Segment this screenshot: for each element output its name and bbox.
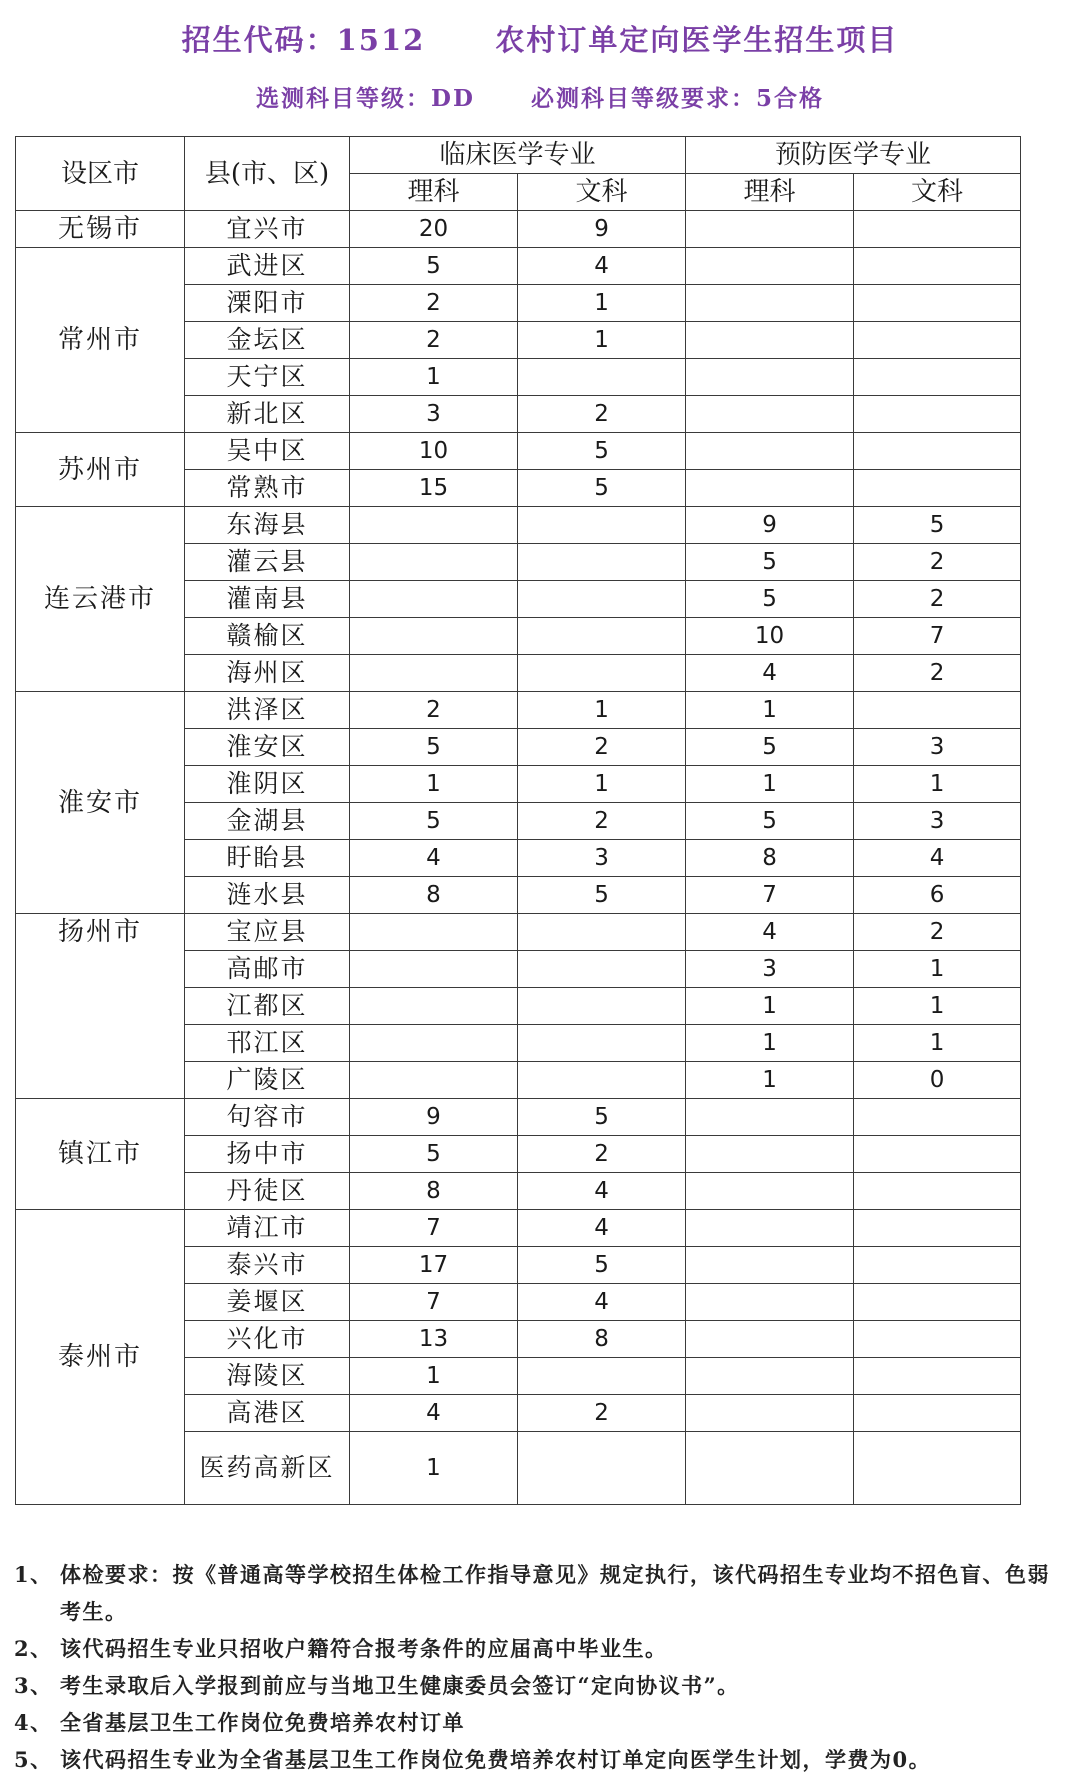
preventive-science-count: [686, 396, 854, 433]
preventive-arts-count: 6: [854, 877, 1021, 914]
preventive-arts-count: [854, 1136, 1021, 1173]
required-grade: 必测科目等级要求：5合格: [530, 85, 824, 112]
preventive-arts-count: 1: [854, 1025, 1021, 1062]
header-clinical-arts: 文科: [518, 174, 686, 211]
preventive-science-count: 7: [686, 877, 854, 914]
clinical-science-count: 2: [350, 322, 518, 359]
clinical-science-count: 1: [350, 1432, 518, 1505]
city-cell: 泰州市: [16, 1210, 185, 1505]
preventive-science-count: [686, 1136, 854, 1173]
preventive-arts-count: [854, 248, 1021, 285]
clinical-arts-count: [518, 988, 686, 1025]
preventive-arts-count: 2: [854, 581, 1021, 618]
clinical-arts-count: 2: [518, 1136, 686, 1173]
preventive-science-count: [686, 322, 854, 359]
clinical-arts-count: [518, 507, 686, 544]
preventive-science-count: 5: [686, 729, 854, 766]
county-cell: 泰兴市: [185, 1247, 350, 1284]
note-text: 该代码招生专业只招收户籍符合报考条件的应届高中毕业生。: [60, 1636, 668, 1661]
note-text: 考生录取后入学报到前应与当地卫生健康委员会签订“定向协议书”。: [60, 1673, 740, 1698]
preventive-arts-count: [854, 1432, 1021, 1505]
clinical-arts-count: [518, 544, 686, 581]
clinical-science-count: [350, 1062, 518, 1099]
preventive-arts-count: [854, 285, 1021, 322]
preventive-arts-count: [854, 1210, 1021, 1247]
preventive-arts-count: [854, 1247, 1021, 1284]
preventive-science-count: [686, 1210, 854, 1247]
enrollment-code: 招生代码：1512: [181, 23, 426, 57]
clinical-science-count: 5: [350, 729, 518, 766]
clinical-arts-count: [518, 618, 686, 655]
clinical-science-count: 10: [350, 433, 518, 470]
table-row: [16, 507, 1021, 544]
table-row: [16, 1210, 1021, 1247]
county-cell: 常熟市: [185, 470, 350, 507]
preventive-science-count: 8: [686, 840, 854, 877]
table-row: [16, 248, 1021, 285]
clinical-arts-count: 4: [518, 1173, 686, 1210]
preventive-science-count: [686, 433, 854, 470]
preventive-science-count: 4: [686, 655, 854, 692]
clinical-science-count: 7: [350, 1210, 518, 1247]
clinical-science-count: 7: [350, 1284, 518, 1321]
city-cell: 连云港市: [16, 507, 185, 692]
note-item: [14, 1556, 1054, 1630]
clinical-arts-count: 5: [518, 1247, 686, 1284]
clinical-arts-count: 5: [518, 877, 686, 914]
clinical-arts-count: [518, 1432, 686, 1505]
note-number: 4、: [14, 1710, 53, 1735]
clinical-science-count: [350, 581, 518, 618]
preventive-science-count: [686, 248, 854, 285]
clinical-arts-count: 2: [518, 729, 686, 766]
clinical-science-count: 9: [350, 1099, 518, 1136]
note-item: [14, 1704, 1054, 1741]
preventive-arts-count: [854, 433, 1021, 470]
preventive-arts-count: [854, 396, 1021, 433]
preventive-arts-count: [854, 1321, 1021, 1358]
preventive-science-count: 1: [686, 692, 854, 729]
clinical-science-count: 8: [350, 1173, 518, 1210]
clinical-arts-count: 4: [518, 1284, 686, 1321]
county-cell: 涟水县: [185, 877, 350, 914]
clinical-arts-count: 1: [518, 692, 686, 729]
preventive-science-count: 1: [686, 988, 854, 1025]
county-cell: 海陵区: [185, 1358, 350, 1395]
county-cell: 姜堰区: [185, 1284, 350, 1321]
header-clinical-medicine: 临床医学专业: [350, 137, 686, 174]
clinical-science-count: [350, 655, 518, 692]
header-clinical-science: 理科: [350, 174, 518, 211]
preventive-arts-count: [854, 470, 1021, 507]
preventive-science-count: [686, 1173, 854, 1210]
county-cell: 吴中区: [185, 433, 350, 470]
county-cell: 盱眙县: [185, 840, 350, 877]
clinical-arts-count: 3: [518, 840, 686, 877]
clinical-arts-count: [518, 1025, 686, 1062]
preventive-science-count: [686, 285, 854, 322]
header-county: 县(市、区): [185, 137, 350, 211]
note-item: [14, 1741, 1054, 1778]
county-cell: 武进区: [185, 248, 350, 285]
header-preventive-medicine: 预防医学专业: [686, 137, 1021, 174]
county-cell: 高港区: [185, 1395, 350, 1432]
county-cell: 海州区: [185, 655, 350, 692]
preventive-science-count: 1: [686, 1062, 854, 1099]
preventive-arts-count: [854, 692, 1021, 729]
clinical-arts-count: 5: [518, 470, 686, 507]
county-cell: 宝应县: [185, 914, 350, 951]
clinical-science-count: 5: [350, 1136, 518, 1173]
preventive-arts-count: 5: [854, 507, 1021, 544]
page-title: [0, 18, 1080, 59]
header-preventive-science: 理科: [686, 174, 854, 211]
city-cell: 淮安市: [16, 692, 185, 914]
preventive-arts-count: [854, 359, 1021, 396]
county-cell: 江都区: [185, 988, 350, 1025]
preventive-arts-count: [854, 1284, 1021, 1321]
preventive-science-count: [686, 1321, 854, 1358]
city-cell: 苏州市: [16, 433, 185, 507]
clinical-arts-count: [518, 1062, 686, 1099]
clinical-arts-count: [518, 951, 686, 988]
subject-requirements: [0, 80, 1080, 113]
clinical-science-count: [350, 988, 518, 1025]
clinical-science-count: [350, 1025, 518, 1062]
county-cell: 淮安区: [185, 729, 350, 766]
preventive-science-count: [686, 211, 854, 248]
clinical-science-count: 1: [350, 359, 518, 396]
county-cell: 天宁区: [185, 359, 350, 396]
clinical-arts-count: [518, 914, 686, 951]
header-city: 设区市: [16, 137, 185, 211]
clinical-science-count: 13: [350, 1321, 518, 1358]
county-cell: 邗江区: [185, 1025, 350, 1062]
clinical-science-count: 4: [350, 1395, 518, 1432]
county-cell: 金湖县: [185, 803, 350, 840]
clinical-arts-count: 2: [518, 396, 686, 433]
project-title: 农村订单定向医学生招生项目: [495, 23, 899, 57]
note-number: 2、: [14, 1636, 53, 1661]
county-cell: 句容市: [185, 1099, 350, 1136]
preventive-arts-count: [854, 1099, 1021, 1136]
county-cell: 靖江市: [185, 1210, 350, 1247]
table-row: [16, 692, 1021, 729]
county-cell: 东海县: [185, 507, 350, 544]
note-item: [14, 1630, 1054, 1667]
preventive-arts-count: [854, 1358, 1021, 1395]
elective-grade: 选测科目等级：DD: [256, 85, 475, 112]
preventive-science-count: 10: [686, 618, 854, 655]
table-row: [16, 914, 1021, 951]
clinical-arts-count: 2: [518, 803, 686, 840]
clinical-science-count: [350, 507, 518, 544]
clinical-arts-count: [518, 359, 686, 396]
county-cell: 洪泽区: [185, 692, 350, 729]
clinical-science-count: 2: [350, 285, 518, 322]
county-cell: 高邮市: [185, 951, 350, 988]
clinical-arts-count: 9: [518, 211, 686, 248]
table-row: [16, 1099, 1021, 1136]
county-cell: 宜兴市: [185, 211, 350, 248]
preventive-arts-count: 4: [854, 840, 1021, 877]
county-cell: 灌云县: [185, 544, 350, 581]
table-body: [16, 211, 1021, 1505]
clinical-arts-count: 4: [518, 248, 686, 285]
county-cell: 灌南县: [185, 581, 350, 618]
clinical-science-count: 20: [350, 211, 518, 248]
clinical-science-count: 8: [350, 877, 518, 914]
header-preventive-arts: 文科: [854, 174, 1021, 211]
note-text: 全省基层卫生工作岗位免费培养农村订单: [60, 1710, 465, 1735]
clinical-science-count: 3: [350, 396, 518, 433]
clinical-science-count: 1: [350, 1358, 518, 1395]
city-cell: 镇江市: [16, 1099, 185, 1210]
clinical-science-count: 15: [350, 470, 518, 507]
note-number: 5、: [14, 1747, 53, 1772]
clinical-science-count: [350, 544, 518, 581]
county-cell: 金坛区: [185, 322, 350, 359]
note-number: 1、: [14, 1562, 53, 1587]
preventive-arts-count: [854, 211, 1021, 248]
clinical-arts-count: 8: [518, 1321, 686, 1358]
preventive-arts-count: 1: [854, 766, 1021, 803]
clinical-science-count: 17: [350, 1247, 518, 1284]
preventive-arts-count: 2: [854, 914, 1021, 951]
clinical-arts-count: 1: [518, 322, 686, 359]
clinical-arts-count: [518, 581, 686, 618]
preventive-science-count: 5: [686, 581, 854, 618]
preventive-arts-count: 3: [854, 729, 1021, 766]
city-cell: 常州市: [16, 248, 185, 433]
county-cell: 丹徒区: [185, 1173, 350, 1210]
preventive-arts-count: 2: [854, 655, 1021, 692]
preventive-science-count: 3: [686, 951, 854, 988]
clinical-arts-count: 1: [518, 285, 686, 322]
city-cell: 扬州市: [16, 914, 185, 1099]
clinical-arts-count: [518, 655, 686, 692]
note-item: [14, 1667, 1054, 1704]
county-cell: 赣榆区: [185, 618, 350, 655]
preventive-science-count: 4: [686, 914, 854, 951]
notes-section: [14, 1556, 1054, 1778]
county-cell: 兴化市: [185, 1321, 350, 1358]
clinical-science-count: 5: [350, 248, 518, 285]
preventive-science-count: [686, 1099, 854, 1136]
preventive-science-count: [686, 1432, 854, 1505]
clinical-science-count: [350, 618, 518, 655]
clinical-arts-count: 1: [518, 766, 686, 803]
county-cell: 广陵区: [185, 1062, 350, 1099]
clinical-arts-count: 4: [518, 1210, 686, 1247]
preventive-science-count: 1: [686, 1025, 854, 1062]
preventive-arts-count: [854, 322, 1021, 359]
table-row: [16, 433, 1021, 470]
table-row: [16, 211, 1021, 248]
clinical-science-count: 5: [350, 803, 518, 840]
county-cell: 新北区: [185, 396, 350, 433]
preventive-science-count: 1: [686, 766, 854, 803]
table-header-row: [16, 137, 1021, 174]
clinical-science-count: [350, 914, 518, 951]
preventive-science-count: [686, 470, 854, 507]
preventive-science-count: [686, 359, 854, 396]
clinical-science-count: 1: [350, 766, 518, 803]
preventive-arts-count: [854, 1395, 1021, 1432]
preventive-science-count: 9: [686, 507, 854, 544]
preventive-arts-count: 1: [854, 988, 1021, 1025]
preventive-arts-count: 2: [854, 544, 1021, 581]
county-cell: 扬中市: [185, 1136, 350, 1173]
clinical-arts-count: [518, 1358, 686, 1395]
enrollment-table: [15, 136, 1021, 1505]
clinical-arts-count: 5: [518, 433, 686, 470]
preventive-arts-count: 1: [854, 951, 1021, 988]
preventive-science-count: [686, 1395, 854, 1432]
county-cell: 溧阳市: [185, 285, 350, 322]
note-text: 该代码招生专业为全省基层卫生工作岗位免费培养农村订单定向医学生计划，学费为0。: [60, 1747, 932, 1772]
preventive-arts-count: [854, 1173, 1021, 1210]
clinical-science-count: [350, 951, 518, 988]
note-text: 体检要求：按《普通高等学校招生体检工作指导意见》规定执行，该代码招生专业均不招色盲、色弱考生。: [60, 1562, 1050, 1624]
note-number: 3、: [14, 1673, 53, 1698]
preventive-arts-count: 0: [854, 1062, 1021, 1099]
preventive-science-count: [686, 1358, 854, 1395]
county-cell: 淮阴区: [185, 766, 350, 803]
preventive-arts-count: 7: [854, 618, 1021, 655]
clinical-arts-count: 2: [518, 1395, 686, 1432]
clinical-science-count: 2: [350, 692, 518, 729]
county-cell: 医药高新区: [185, 1432, 350, 1505]
preventive-science-count: 5: [686, 544, 854, 581]
preventive-science-count: 5: [686, 803, 854, 840]
clinical-science-count: 4: [350, 840, 518, 877]
city-cell: 无锡市: [16, 211, 185, 248]
preventive-science-count: [686, 1284, 854, 1321]
preventive-science-count: [686, 1247, 854, 1284]
clinical-arts-count: 5: [518, 1099, 686, 1136]
preventive-arts-count: 3: [854, 803, 1021, 840]
